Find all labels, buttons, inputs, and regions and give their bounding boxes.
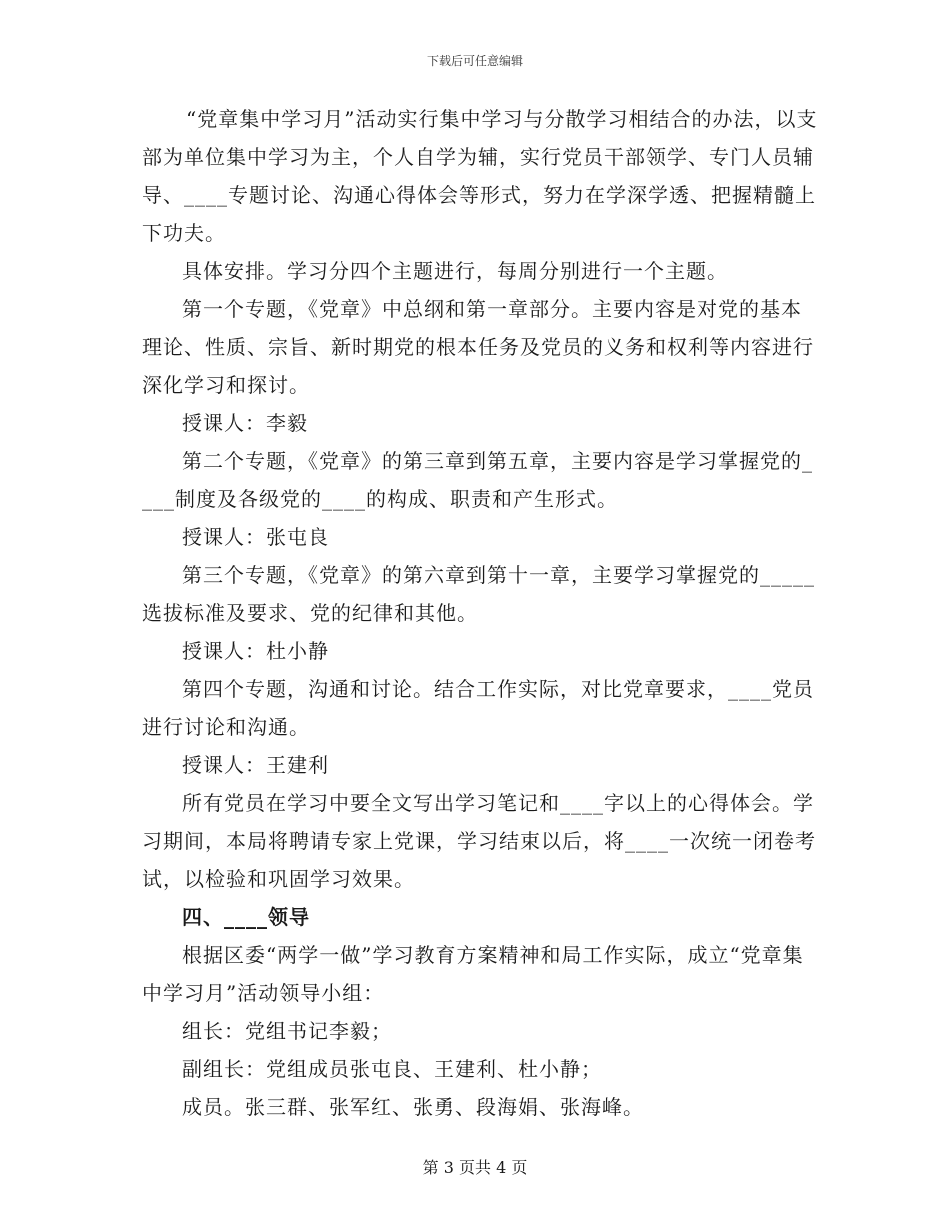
paragraph-lecturer-2: 授课人：张屯良	[182, 525, 329, 549]
paragraph-lecturer-4: 授课人：王建利	[182, 753, 329, 777]
paragraph-lecturer-3: 授课人：杜小静	[182, 639, 329, 663]
document-body	[142, 100, 822, 1126]
paragraph-topic-4: 第四个专题，沟通和讨论。结合工作实际，对比党章要求，____党员进行讨论和沟通。	[142, 677, 814, 739]
section-heading-leadership: 四、____领导	[182, 905, 310, 929]
page-footer: 第 3 页共 4 页	[422, 1158, 528, 1177]
paragraph-schedule: 具体安排。学习分四个主题进行，每周分别进行一个主题。	[182, 259, 728, 283]
paragraph-topic-1: 第一个专题，《党章》中总纲和第一章部分。主要内容是对党的基本理论、性质、宗旨、新时期党的根本任务及党员的义务和权利等内容进行深化学习和探讨。	[142, 297, 814, 397]
paragraph-group-deputy: 副组长：党组成员张屯良、王建利、杜小静；	[182, 1057, 602, 1081]
paragraph-notes-exam: 所有党员在学习中要全文写出学习笔记和____字以上的心得体会。学习期间，本局将聘请专家上党课，学习结束以后，将____一次统一闭卷考试，以检验和巩固学习效果。	[142, 791, 816, 891]
paragraph-group-intro: 根据区委“两学一做”学习教育方案精神和局工作实际，成立“党章集中学习月”活动领导小组：	[142, 943, 804, 1005]
paragraph-group-leader: 组长：党组书记李毅；	[182, 1019, 392, 1043]
paragraph-topic-2: 第二个专题，《党章》的第三章到第五章，主要内容是学习掌握党的____制度及各级党的____的构成、职责和产生形式。	[142, 449, 813, 511]
paragraph-group-members: 成员。张三群、张军红、张勇、段海娟、张海峰。	[182, 1095, 644, 1119]
paragraph-method: “党章集中学习月”活动实行集中学习与分散学习相结合的办法，以支部为单位集中学习为主，个人自学为辅，实行党员干部领学、专门人员辅导、____专题讨论、沟通心得体会等形式，努力在学深学透、把握精髓上下功夫。	[142, 107, 818, 245]
page-header: 下载后可任意编辑	[426, 54, 523, 68]
paragraph-topic-3: 第三个专题，《党章》的第六章到第十一章，主要学习掌握党的_____选拔标准及要求、党的纪律和其他。	[142, 563, 815, 625]
paragraph-lecturer-1: 授课人：李毅	[182, 411, 308, 435]
